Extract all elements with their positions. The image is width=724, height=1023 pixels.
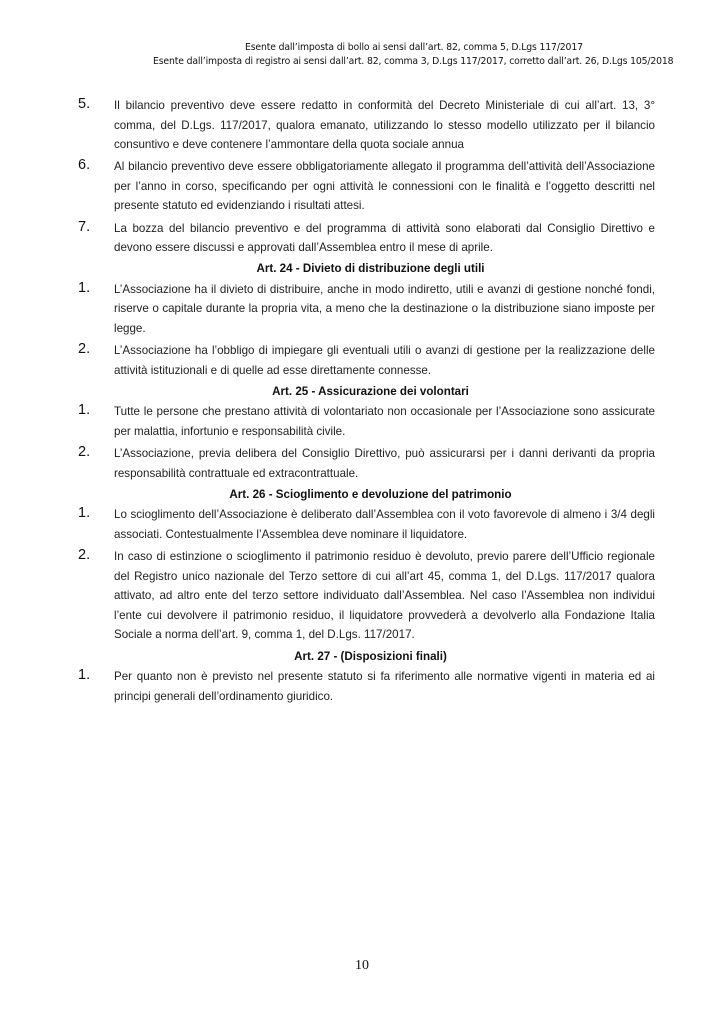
page-number: 10 xyxy=(355,958,369,973)
item-number: 7. xyxy=(78,218,91,235)
item-text: L’Associazione ha l’obbligo di impiegare gli eventuali utili o avanzi di gestione per la realizzazione delle attività istituzionali e di quelle ad esse direttamente connesse. xyxy=(114,344,655,377)
item-text: Tutte le persone che prestano attività di volontariato non occasionale per l’Associazione sono assicurate per malattia, infortunio e responsabilità civile. xyxy=(114,405,655,438)
list-item xyxy=(78,402,655,441)
item-text: La bozza del bilancio preventivo e del programma di attività sono elaborati dal Consiglio Direttivo e devono essere discussi e approvati dall’Assemblea entro il mese di aprile. xyxy=(114,221,655,255)
item-number: 2. xyxy=(78,547,91,564)
item-text: Lo scioglimento dell’Associazione è deliberato dall’Assemblea con il voto favorevole di almeno i 3/4 degli associati. Contestualmente l’Assemblea deve nominare il liquidatore. xyxy=(114,508,655,541)
list-item xyxy=(78,157,655,216)
article-24-title: Art. 24 - Divieto di distribuzione degli utili xyxy=(256,262,485,276)
header-line-registration-tax: Esente dall’imposta di registro ai sensi dall’art. 82, comma 3, D.Lgs 117/2017, corretto dall’art. 26, D.Lgs 105/2018 xyxy=(153,56,674,67)
item-number: 1. xyxy=(78,279,91,296)
list-item xyxy=(78,667,655,706)
item-number: 1. xyxy=(78,402,91,419)
header-line-stamp-duty: Esente dall’imposta di bollo ai sensi dall’art. 82, comma 5, D.Lgs 117/2017 xyxy=(245,42,583,53)
article-25-title: Art. 25 - Assicurazione dei volontari xyxy=(272,384,469,398)
item-number: 2. xyxy=(78,444,91,461)
item-text: Per quanto non è previsto nel presente statuto si fa riferimento alle normative vigenti in materia ed ai principi generali dell’ordinamento giuridico. xyxy=(114,670,655,703)
item-text: Il bilancio preventivo deve essere redatto in conformità del Decreto Ministeriale di cui all’art. 13, 3° comma, del D.Lgs. 117/2017, qualora emanato, utilizzando lo stesso modello utilizzato per il bilancio consuntivo e deve contenere l’ammontare della quota sociale annua xyxy=(114,99,655,152)
list-item xyxy=(78,444,655,483)
item-number: 2. xyxy=(78,341,91,358)
item-number: 1. xyxy=(78,667,91,684)
item-text: In caso di estinzione o scioglimento il patrimonio residuo è devoluto, previo parere dell’Ufficio regionale del Registro unico nazionale del Terzo settore di cui all’art 45, comma 1, del D.Lgs. 117/2017 qualora attivato, ad altro ente del terzo settore individuato dall’Assemblea. Nel caso l’Assemblea non individui l’ente cui devolvere il patrimonio residuo, il liquidatore provvederà a devolverlo alla Fondazione Italia Sociale a norma dell’art. 9, comma 1, del D.Lgs. 117/2017. xyxy=(114,550,655,642)
list-item xyxy=(78,547,655,645)
item-text: Al bilancio preventivo deve essere obbligatoriamente allegato il programma dell’attività dell’Associazione per l’anno in corso, specificando per ogni attività le connessioni con le finalità e l’oggetto descritti nel presente statuto ed evidenziando i risultati attesi. xyxy=(114,160,655,213)
list-item xyxy=(78,96,655,155)
item-text: L’Associazione ha il divieto di distribuire, anche in modo indiretto, utili e avanzi di gestione nonché fondi, riserve o capitale durante la propria vita, a meno che la destinazione o la distribuzione siano imposte per legge. xyxy=(114,282,655,336)
list-item xyxy=(78,280,655,339)
article-26-title: Art. 26 - Scioglimento e devoluzione del patrimonio xyxy=(229,487,512,501)
item-number: 6. xyxy=(78,157,91,174)
document-body xyxy=(78,96,655,709)
list-item xyxy=(78,219,655,258)
list-item xyxy=(78,341,655,380)
list-item xyxy=(78,505,655,544)
item-text: L’Associazione, previa delibera del Consiglio Direttivo, può assicurarsi per i danni derivanti da propria responsabilità contrattuale ed extracontrattuale. xyxy=(114,447,655,480)
item-number: 1. xyxy=(78,505,91,522)
item-number: 5. xyxy=(78,96,91,112)
article-27-title: Art. 27 - (Disposizioni finali) xyxy=(294,649,447,663)
